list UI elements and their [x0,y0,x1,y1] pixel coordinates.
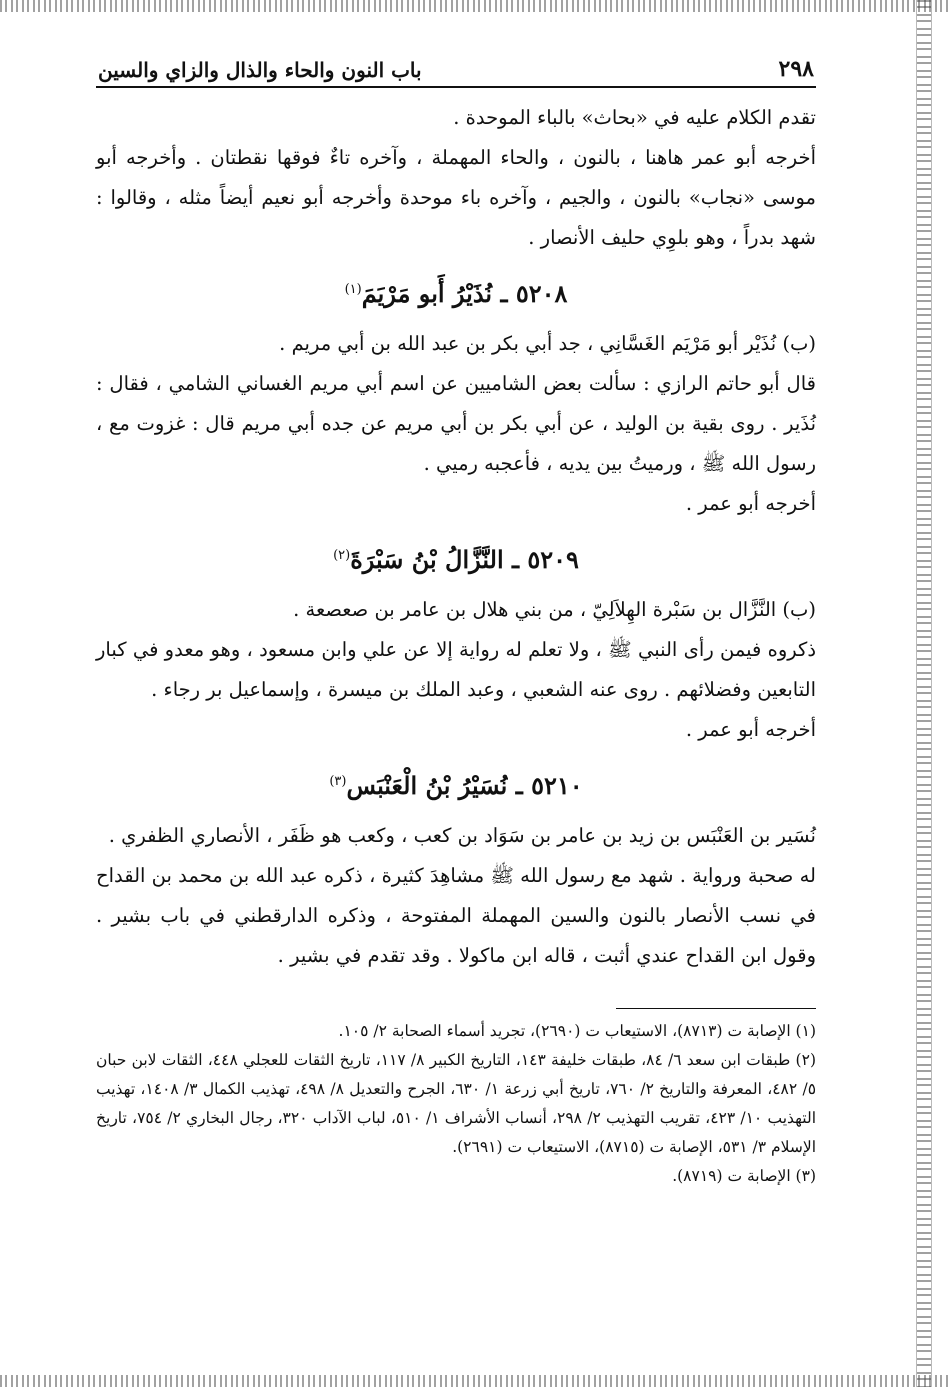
footnote: (٢) طبقات ابن سعد ٦/ ٨٤، طبقات خليفة ١٤٣، التاريخ الكبير ٨/ ١١٧، تاريخ الثقات للعجلي ٤٤٨، الثقات لابن حبان ٥/ ٤٨٢، المعرفة والتاريخ ٢/ ٧٦٠، تاريخ أبي زرعة ١/ ٦٣٠، الجرح والتعديل ٨/ ٤٩٨، تهذيب الكمال ٣/ ١٤٠٨، تهذيب التهذيب ١٠/ ٤٢٣، تقريب التهذيب ٢/ ٢٩٨، أنساب الأشراف ١/ ٥١٠، لباب الآداب ٣٢٠، رجال البخاري ٢/ ٧٥٤، تاريخ الإسلام ٣/ ٥٣١، الإصابة ت (٨٧١٥)، الاستيعاب ت (٢٦٩١). [96,1051,817,1156]
paragraph: قال أبو حاتم الرازي : سألت بعض الشاميين عن اسم أبي مريم الغساني الشامي ، فقال : نُذَير . روى بقية بن الوليد ، عن أبي بكر بن أبي مريم عن جده أبي مريم قال : غزوت مع ، رسول الله ﷺ ، ورميتُ بين يديه ، فأعجبه رميي . [96,372,816,475]
footnote-ref[interactable]: (٢) [333,548,351,563]
book-page [96,56,816,1191]
page-border-top [0,0,948,12]
running-head [96,56,816,88]
footnotes [96,1017,816,1191]
footnote: (١) الإصابة ت (٨٧١٣)، الاستيعاب ت (٢٦٩٠)، تجريد أسماء الصحابة ٢/ ١٠٥. [338,1022,816,1040]
entry-heading-5209 [96,528,816,588]
paragraph: أخرجه أبو عمر هاهنا ، بالنون ، والحاء المهملة ، وآخره تاءٌ فوقها نقطتان . وأخرجه أبو موسى «نجاب» بالنون ، والجيم ، وآخره باء موحدة وأخرجه أبو نعيم أيضاً مثله ، وقالوا : شهد بدراً ، وهو بلوِي حليف الأنصار . [96,146,816,249]
entry-heading-5208 [96,262,816,322]
footnote-ref[interactable]: (١) [344,282,362,297]
footnote-ref[interactable]: (٣) [329,774,347,789]
footnote-separator [616,1008,816,1009]
page-border-bottom [0,1375,948,1387]
paragraph: أخرجه أبو عمر . [685,718,816,741]
entry-title: ٥٢٠٩ ـ النَّزَّالُ بْنُ سَبْرَةَ [350,545,579,574]
entry-heading-5210 [96,754,816,814]
page-number: ٢٩٨ [778,56,814,82]
chapter-title: باب النون والحاء والذال والزاي والسين [98,58,422,82]
paragraph: (ب) النَّزَّال بن سَبْرة الهِلاَلِيّ ، من بني هلال بن عامر بن صعصعة . [293,598,816,621]
entry-title: ٥٢٠٨ ـ نُذَيْرُ أَبو مَرْيَمَ [361,279,568,308]
paragraph: ذكروه فيمن رأى النبي ﷺ ، ولا تعلم له رواية إلا عن علي وابن مسعود ، وهو معدو في كبار التابعين وفضلائهم . روى عنه الشعبي ، وعبد الملك بن ميسرة ، وإسماعيل بر رجاء . [96,638,816,701]
main-text [96,98,816,976]
paragraph: نُسَير بن العَنْبَس بن زيد بن عامر بن سَوَاد بن كعب ، وكعب هو ظَفَر ، الأنصاري الظفري . [108,824,816,847]
paragraph: أخرجه أبو عمر . [685,492,816,515]
footnote: (٣) الإصابة ت (٨٧١٩). [672,1167,816,1185]
paragraph: (ب) نُذَيْر أبو مَرْيَم الغَسَّانِي ، جد أبي بكر بن عبد الله بن أبي مريم . [279,332,816,355]
paragraph: له صحبة ورواية . شهد مع رسول الله ﷺ مشاهِدَ كثيرة ، ذكره عبد الله بن محمد بن القداح في نسب الأنصار بالنون والسين المهملة المفتوحة ، وذكره الدارقطني في باب بشير . وقول ابن القداح عندي أثبت ، قاله ابن ماكولا . وقد تقدم في بشير . [96,864,816,967]
paragraph: تقدم الكلام عليه في «بحاث» بالباء الموحدة . [453,106,816,129]
entry-title: ٥٢١٠ ـ نُسَيْرُ بْنُ الْعَنْبَس [346,771,583,800]
page-border-right [916,0,932,1387]
